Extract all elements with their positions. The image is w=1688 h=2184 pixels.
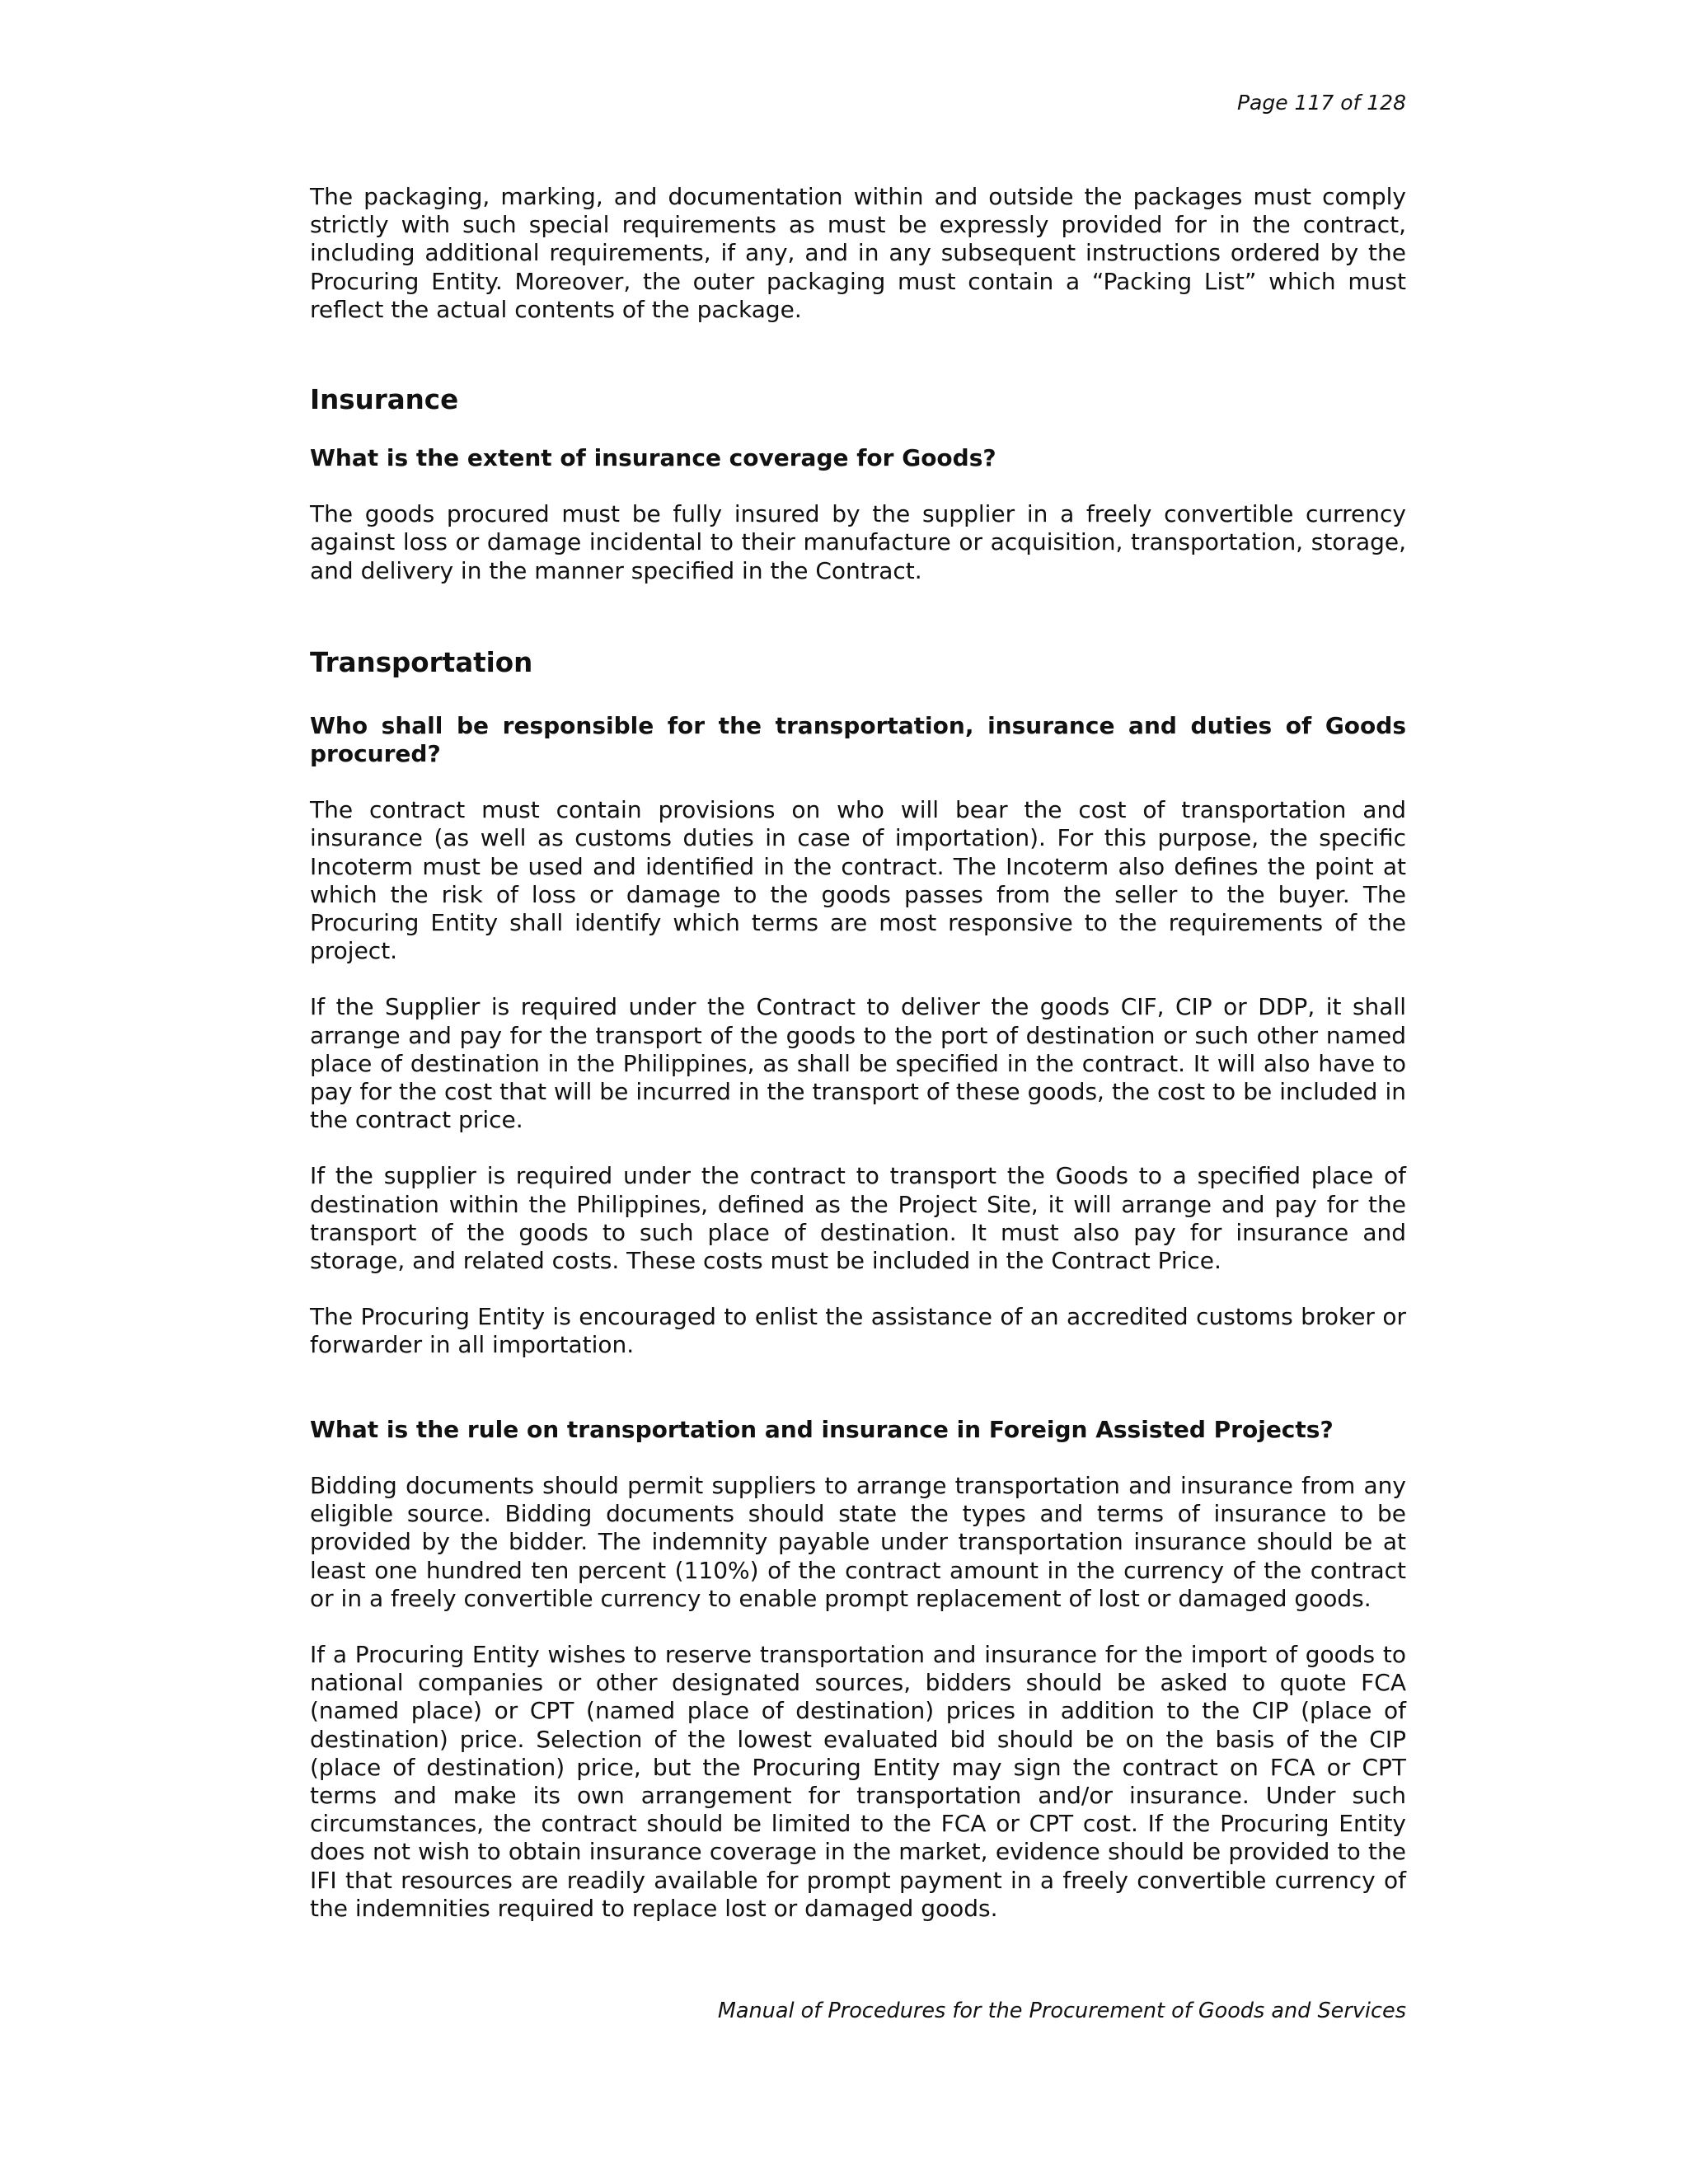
- answer-insurance-coverage: The goods procured must be fully insured by the supplier in a freely convertible currency against loss or damage incidental to their manufacture or acquisition, transportation, storage, and delivery in the manner specified in the Contract.: [310, 500, 1406, 584]
- question-insurance-coverage: What is the extent of insurance coverage for Goods?: [310, 444, 996, 472]
- question-transport-responsibility: Who shall be responsible for the transportation, insurance and duties of Goods procured?: [310, 711, 1406, 768]
- section-heading-insurance: Insurance: [310, 384, 459, 416]
- footer-manual-title: Manual of Procedures for the Procurement of Goods and Services: [717, 1999, 1406, 2023]
- answer-foreign-assisted-p1: Bidding documents should permit suppliers to arrange transportation and insurance from any eligible source. Bidding documents should state the types and terms of insurance to be provided by the bidder. The indemnity payable under transportation insurance should be at least one hundred ten percent (110%) of the contract amount in the currency of the contract or in a freely convertible currency to enable prompt replacement of lost or damaged goods.: [310, 1471, 1406, 1612]
- question-foreign-assisted-projects: What is the rule on transportation and insurance in Foreign Assisted Projects?: [310, 1415, 1334, 1443]
- section-heading-transportation: Transportation: [310, 646, 533, 678]
- answer-transport-responsibility-p2: If the Supplier is required under the Contract to deliver the goods CIF, CIP or DDP, it shall arrange and pay for the transport of the goods to the port of destination or such other named place of destination in the Philippines, as shall be specified in the contract. It will also have to pay for the cost that will be incurred in the transport of these goods, the cost to be included in the contract price.: [310, 993, 1406, 1134]
- answer-transport-responsibility-p4: The Procuring Entity is encouraged to enlist the assistance of an accredited customs broker or forwarder in all importation.: [310, 1303, 1406, 1359]
- intro-paragraph: The packaging, marking, and documentation within and outside the packages must comply strictly with such special requirements as must be expressly provided for in the contract, including additional requirements, if any, and in any subsequent instructions ordered by the Procuring Entity. Moreover, the outer packaging must contain a “Packing List” which must reflect the actual contents of the package.: [310, 183, 1406, 323]
- answer-transport-responsibility-p1: The contract must contain provisions on who will bear the cost of transportation and insurance (as well as customs duties in case of importation). For this purpose, the specific Incoterm must be used and identified in the contract. The Incoterm also defines the point at which the risk of loss or damage to the goods passes from the seller to the buyer. The Procuring Entity shall identify which terms are most responsive to the requirements of the project.: [310, 796, 1406, 965]
- answer-transport-responsibility-p3: If the supplier is required under the contract to transport the Goods to a specified place of destination within the Philippines, defined as the Project Site, it will arrange and pay for the transport of the goods to such place of destination. It must also pay for insurance and storage, and related costs. These costs must be included in the Contract Price.: [310, 1162, 1406, 1275]
- page-number: Page 117 of 128: [1236, 91, 1406, 115]
- page-content: [310, 183, 1406, 1923]
- answer-foreign-assisted-p2: If a Procuring Entity wishes to reserve transportation and insurance for the import of goods to national companies or other designated sources, bidders should be asked to quote FCA (named place) or CPT (named place of destination) prices in addition to the CIP (place of destination) price. Selection of the lowest evaluated bid should be on the basis of the CIP (place of destination) price, but the Procuring Entity may sign the contract on FCA or CPT terms and make its own arrangement for transportation and/or insurance. Under such circumstances, the contract should be limited to the FCA or CPT cost. If the Procuring Entity does not wish to obtain insurance coverage in the market, evidence should be provided to the IFI that resources are readily available for prompt payment in a freely convertible currency of the indemnities required to replace lost or damaged goods.: [310, 1640, 1406, 1922]
